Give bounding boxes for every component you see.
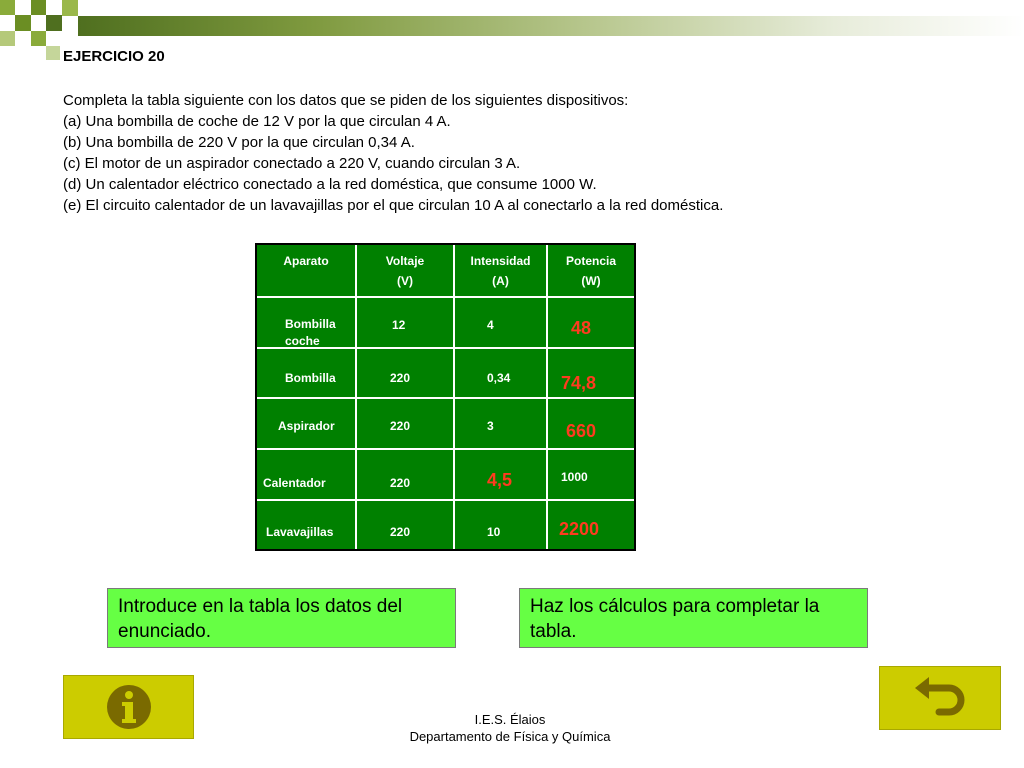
decorative-square [0,0,15,15]
row-2-potencia-answer: 74,8 [561,373,597,393]
decorative-square [46,15,62,31]
header-aparato: Aparato [283,254,329,268]
decorative-gradient-bar [78,16,1024,36]
data-table [255,243,636,551]
return-arrow-icon [913,676,967,720]
header-potencia: Potencia (W) [565,254,616,288]
row-4-voltaje: 220 [390,476,411,490]
header-intensidad: Intensidad (A) [470,254,531,288]
decorative-square [46,46,60,60]
return-button[interactable] [879,666,1001,730]
row-5-voltaje: 220 [390,525,411,539]
statement-line: (a) Una bombilla de coche de 12 V por la que circulan 4 A. [63,113,451,130]
header-voltaje: Voltaje (V) [385,254,425,288]
decorative-square [0,31,15,46]
hint-enter-data-button[interactable]: Introduce en la tabla los datos del enunciado. [107,588,456,648]
decorative-square [15,15,31,31]
exercise-statement [63,90,723,216]
row-2-voltaje: 220 [390,371,411,385]
row-5-intensidad: 10 [487,525,501,539]
footer-school: I.E.S. Élaios [474,712,546,727]
table-divider [257,397,634,399]
statement-line: Completa la tabla siguiente con los datos que se piden de los siguientes dispositivos: [63,92,629,109]
table-divider [257,499,634,501]
row-2-aparato: Bombilla [285,371,336,385]
row-4-intensidad-answer: 4,5 [487,470,513,490]
statement-line: (d) Un calentador eléctrico conectado a la red doméstica, que consume 1000 W. [63,176,597,193]
footer [380,711,640,745]
info-button[interactable] [63,675,194,739]
row-4-potencia: 1000 [561,470,588,484]
decorative-square [31,31,46,46]
row-1-potencia-answer: 48 [571,318,592,338]
row-3-intensidad: 3 [487,419,494,433]
statement-line: (c) El motor de un aspirador conectado a 220 V, cuando circulan 3 A. [63,155,521,172]
row-3-potencia-answer: 660 [566,421,597,441]
row-3-aparato: Aspirador [278,419,335,433]
statement-line: (e) El circuito calentador de un lavavajillas por el que circulan 10 A al conectarlo a la red doméstica. [63,197,724,214]
row-5-aparato: Lavavajillas [266,525,334,539]
row-2-intensidad: 0,34 [487,371,511,385]
row-4-aparato: Calentador [263,476,326,490]
row-3-voltaje: 220 [390,419,411,433]
exercise-title: EJERCICIO 20 [63,48,165,65]
row-1-intensidad: 4 [487,318,494,332]
statement-line: (b) Una bombilla de 220 V por la que circulan 0,34 A. [63,134,415,151]
info-icon [106,684,152,730]
decorative-square [62,0,78,16]
row-1-voltaje: 12 [392,318,406,332]
table-divider [257,448,634,450]
hint-calculate-button[interactable]: Haz los cálculos para completar la tabla. [519,588,868,648]
row-5-potencia-answer: 2200 [559,519,600,539]
row-1-aparato: Bombilla coche [285,317,336,348]
footer-department: Departamento de Física y Química [409,729,611,744]
table-divider [257,296,634,298]
decorative-square [31,0,46,15]
